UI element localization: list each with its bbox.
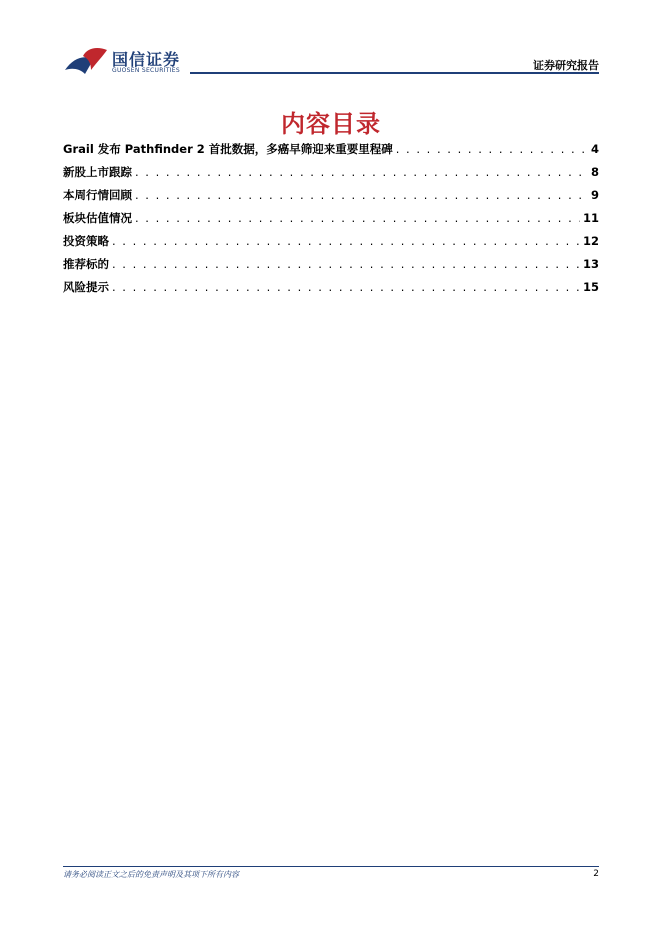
table-of-contents [63,141,599,302]
toc-entry-label: Grail 发布 Pathfinder 2 首批数据，多癌早筛迎来重要里程碑 [63,142,393,156]
footer-divider [63,866,599,867]
toc-entry-label: 板块估值情况 [63,211,132,225]
toc-entry-page: 12 [582,234,599,248]
toc-entry[interactable] [63,256,599,279]
toc-entry-label: 新股上市跟踪 [63,165,132,179]
header-divider [190,72,599,74]
toc-entry[interactable] [63,233,599,256]
page-number: 2 [593,869,599,879]
toc-entry[interactable] [63,210,599,233]
company-logo [63,44,185,78]
logo-subtitle: GUOSEN SECURITIES [112,67,181,74]
dot-leader [135,188,584,202]
toc-entry[interactable] [63,187,599,210]
toc-entry-page: 9 [590,188,599,202]
toc-entry-page: 4 [590,142,599,156]
dot-leader [135,165,584,179]
toc-entry-label: 本周行情回顾 [63,188,132,202]
toc-entry-page: 11 [582,211,599,225]
toc-entry[interactable] [63,164,599,187]
dot-leader [112,280,580,294]
toc-entry-page: 15 [582,280,599,294]
toc-title: 内容目录 [281,110,381,138]
toc-entry-page: 13 [582,257,599,271]
toc-entry[interactable] [63,141,599,164]
logo-name: 国信证券 [112,50,181,69]
toc-entry[interactable] [63,279,599,302]
report-type-label: 证券研究报告 [533,59,599,72]
toc-entry-label: 风险提示 [63,280,109,294]
dot-leader [135,211,580,225]
dot-leader [112,257,580,271]
toc-entry-label: 投资策略 [63,234,109,248]
toc-entry-page: 8 [590,165,599,179]
disclaimer-note: 请务必阅读正文之后的免责声明及其项下所有内容 [63,870,239,879]
toc-entry-label: 推荐标的 [63,257,109,271]
dot-leader [112,234,580,248]
guosen-logo-icon [63,46,109,76]
dot-leader [396,142,584,156]
